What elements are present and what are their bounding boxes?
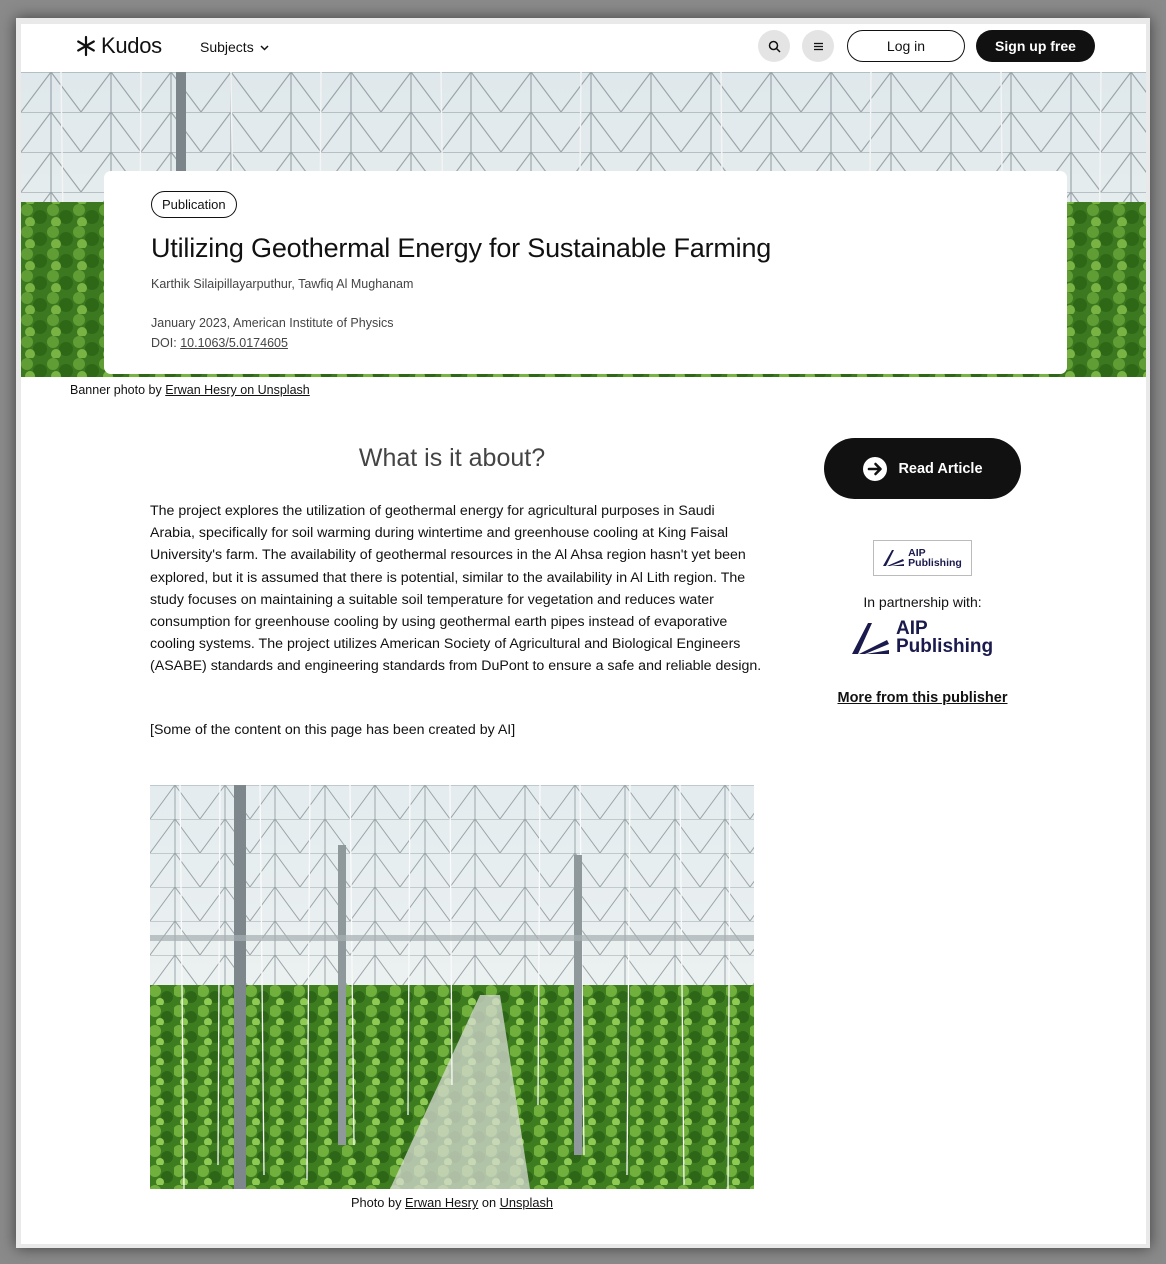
aip-logo-small: [873, 540, 972, 576]
read-article-button[interactable]: [824, 438, 1021, 499]
page: [21, 24, 1146, 1244]
aip-logo-icon: [883, 549, 905, 567]
subjects-menu[interactable]: [200, 39, 270, 55]
chevron-down-icon: [259, 42, 270, 53]
menu-icon: [812, 40, 825, 53]
arrow-right-circle-icon: [862, 456, 888, 482]
kudos-logo[interactable]: [75, 33, 162, 59]
publication-tag: Publication: [151, 191, 237, 218]
photo-credit-prefix: Photo by: [350, 1195, 402, 1210]
photo-credit-middle: on: [481, 1195, 497, 1210]
doi-label: DOI:: [151, 336, 177, 350]
aip-logo-large-text: [896, 620, 993, 656]
aip-logo-icon: [852, 621, 890, 655]
greenhouse-photo: [150, 785, 754, 1189]
photo-credit-source-link[interactable]: Unsplash: [499, 1195, 554, 1210]
top-navigation: [21, 24, 1146, 72]
aip-logo-large-line1: AIP: [896, 618, 928, 639]
more-from-publisher-link[interactable]: More from this publisher: [837, 690, 1008, 706]
login-button[interactable]: Log in: [847, 30, 965, 62]
search-button[interactable]: [758, 30, 790, 62]
banner-credit: [70, 383, 310, 397]
subjects-label: Subjects: [200, 39, 254, 55]
signup-button[interactable]: Sign up free: [976, 30, 1095, 62]
publication-date-publisher: January 2023, American Institute of Physics: [151, 316, 394, 330]
logo-text: Kudos: [101, 33, 162, 58]
publication-card: [104, 171, 1067, 374]
photo-credit-author-link[interactable]: Erwan Hesry: [405, 1195, 479, 1210]
doi-link[interactable]: 10.1063/5.0174605: [180, 336, 288, 350]
menu-button[interactable]: [802, 30, 834, 62]
about-body: The project explores the utilization of geothermal energy for agricultural purposes in Saudi Arabia, specifically for soil warming during wintertime and greenhouse cooling at King Faisal University's farm. The availability of geothermal resources in the Al Ahsa region hasn't yet been explored, but it is assumed that there is potential, similar to the availability in Al Lith region. The study focuses on maintaining a suitable soil temperature for vegetation and reduces water consumption for greenhouse cooling by using geothermal earth pipes instead of evaporative cooling systems. The project utilizes American Society of Agricultural and Biological Engineers (ASABE) standards and engineering standards from DuPont to ensure a safe and reliable design.: [150, 503, 762, 675]
banner-credit-link[interactable]: Erwan Hesry on Unsplash: [165, 383, 310, 397]
search-icon: [768, 40, 781, 53]
photo-credit: [150, 1195, 754, 1210]
greenhouse-photo-image: [150, 785, 754, 1189]
about-heading: What is it about?: [358, 444, 546, 472]
banner-credit-prefix: Banner photo by: [70, 383, 162, 397]
aip-logo-small-line1: AIP: [908, 547, 926, 559]
partnership-label: In partnership with:: [863, 594, 982, 610]
publication-doi: [151, 336, 288, 350]
aip-logo-small-text: [908, 548, 962, 568]
publication-title: Utilizing Geothermal Energy for Sustainable Farming: [151, 233, 772, 263]
aip-logo-small-line2: Publishing: [908, 557, 962, 569]
kudos-asterisk-icon: [75, 35, 97, 57]
publication-authors: Karthik Silaipillayarputhur, Tawfiq Al Mughanam: [151, 277, 414, 291]
aip-logo-large[interactable]: [852, 620, 993, 656]
aip-logo-large-line2: Publishing: [896, 636, 994, 657]
read-article-label: Read Article: [898, 460, 983, 477]
banner: [21, 72, 1146, 377]
ai-note: [Some of the content on this page has been created by AI]: [150, 722, 516, 738]
